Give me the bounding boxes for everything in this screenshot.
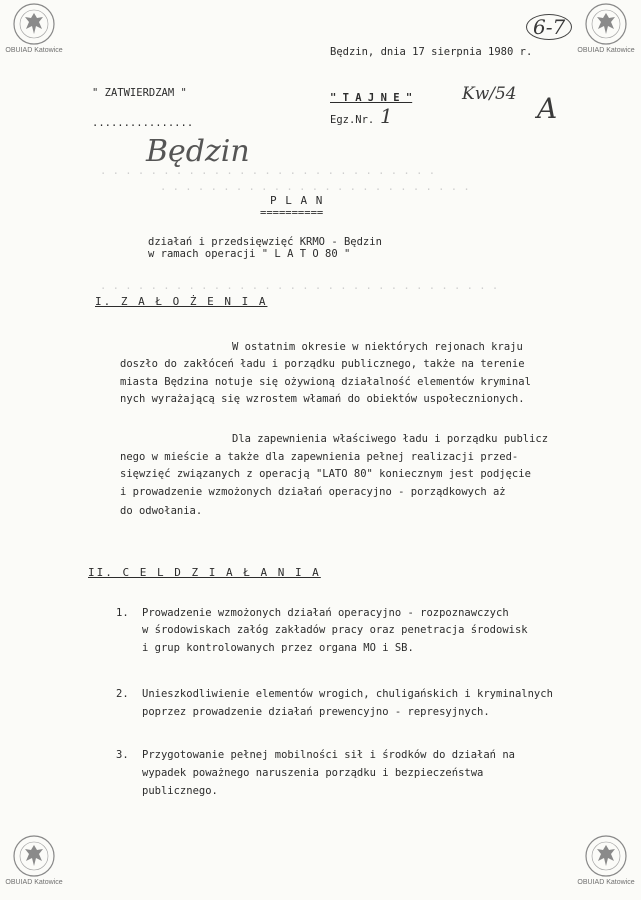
handwritten-letter: A [537, 92, 558, 125]
handwritten-note: Kw/54 [462, 84, 517, 104]
section-2-heading: II. C E L D Z I A Ł A N I A [88, 566, 321, 579]
section-1-line: miasta Będzina notuje się ożywioną działalność elementów kryminal [120, 376, 531, 388]
seal-label: OBUIAD Katowice [5, 879, 63, 886]
eagle-emblem-icon [12, 834, 56, 878]
item-line: poprzez prowadzenie działań prewencyjno - represyjnych. [142, 706, 490, 718]
bleed-through-line: · · · · · · · · · · · · · · · · · · · · · · · · · [160, 184, 470, 196]
item-line: Unieszkodliwienie elementów wrogich, chuligańskich i kryminalnych [142, 688, 553, 700]
seal-label: OBUIAD Katowice [577, 879, 635, 886]
section-1-line: i prowadzenie wzmożonych działań operacyjno - porządkowych aż [120, 486, 506, 498]
signature-dots: ................ [92, 117, 194, 129]
bleed-through-line: · · · · · · · · · · · · · · · · · · · · · · · · · · · · · · · · [100, 283, 499, 295]
section-1-line: sięwzięć związanych z operacją "LATO 80" koniecznym jest podjęcie [120, 468, 531, 480]
seal-label: OBUIAD Katowice [577, 47, 635, 54]
ipn-seal-bottom-left [2, 834, 66, 886]
place-date: Będzin, dnia 17 sierpnia 1980 r. [330, 46, 533, 58]
section-1-line: nego w mieście a także dla zapewnienia pełnej realizacji przed- [120, 451, 519, 463]
ipn-seal-top-left [2, 2, 66, 54]
section-1-heading: I. Z A Ł O Ż E N I A [95, 295, 268, 308]
copy-number-handwritten: 1 [380, 104, 393, 128]
item-line: publicznego. [142, 785, 218, 797]
seal-label: OBUIAD Katowice [5, 47, 63, 54]
item-line: Przygotowanie pełnej mobilności sił i środków do działań na [142, 749, 515, 761]
section-1-line: doszło do zakłóceń ładu i porządku publicznego, także na terenie [120, 358, 525, 370]
section-1-line: do odwołania. [120, 505, 203, 517]
item-line: w środowiskach załóg zakładów pracy oraz penetracja środowisk [142, 624, 528, 636]
title-underline: ========== [260, 207, 324, 219]
item-line: Prowadzenie wzmożonych działań operacyjno - rozpoznawczych [142, 607, 509, 619]
item-number: 2. [116, 688, 129, 700]
title-line-1: działań i przedsięwzięć KRMO - Będzin [148, 236, 382, 248]
eagle-emblem-icon [584, 2, 628, 46]
item-number: 3. [116, 749, 129, 761]
signature: Będzin [146, 134, 250, 169]
section-1-line: W ostatnim okresie w niektórych rejonach kraju [232, 341, 523, 353]
ipn-seal-bottom-right [574, 834, 638, 886]
document-title: P L A N [270, 194, 324, 207]
copy-number-label: Egz.Nr. [330, 114, 375, 126]
eagle-emblem-icon [584, 834, 628, 878]
corner-handwritten-number: 6-7 [526, 14, 572, 40]
section-1-line: nych wyrażającą się wzrostem włamań do obiektów uspołecznionych. [120, 393, 525, 405]
approval-stamp: " ZATWIERDZAM " [92, 87, 187, 99]
title-line-2: w ramach operacji " L A T O 80 " [148, 248, 351, 260]
item-line: i grup kontrolowanych przez organa MO i SB. [142, 642, 414, 654]
eagle-emblem-icon [12, 2, 56, 46]
item-number: 1. [116, 607, 129, 619]
item-line: wypadek poważnego naruszenia porządku i bezpieczeństwa [142, 767, 484, 779]
section-1-line: Dla zapewnienia właściwego ładu i porządku publicz [232, 433, 549, 445]
bleed-through-line: · · · · · · · · · · · · · · · · · · · · · · · · · · · [100, 168, 436, 180]
secret-marking: " T A J N E " [330, 92, 413, 104]
ipn-seal-top-right [574, 2, 638, 54]
